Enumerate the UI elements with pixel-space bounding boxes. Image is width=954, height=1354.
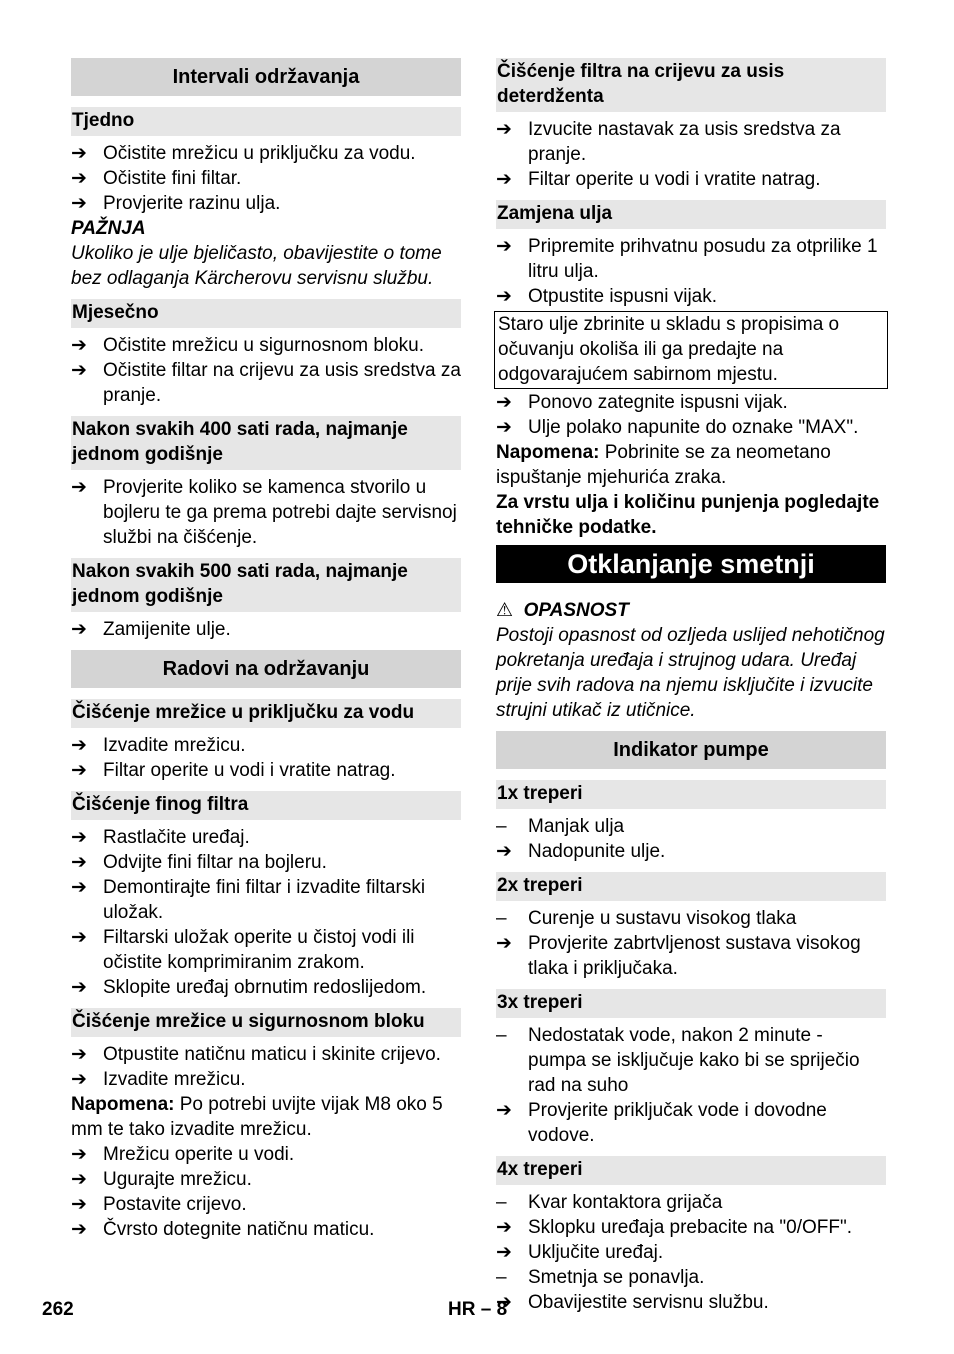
oil-spec-reference: Za vrstu ulja i količinu punjenja pogledajte tehničke podatke. [496,492,880,538]
list-clean-detergent-filter [496,117,886,192]
list-item-text: Izvucite nastavak za usis sredstva za pranje. [528,119,841,165]
list-400-hours [71,475,461,550]
dash-icon [496,1023,528,1098]
arrow-right-icon [71,191,103,216]
list-item-text: Izvadite mrežicu. [103,735,246,756]
list-item [496,1023,886,1098]
list-item [71,1217,461,1242]
list-blink-1 [496,839,886,864]
list-item-text: Čvrsto dotegnite natičnu maticu. [103,1219,375,1240]
list-item [496,117,886,167]
list-clean-water-screen [71,733,461,783]
arrow-right-icon [71,141,103,166]
arrow-right-icon [496,1240,528,1265]
list-item [71,758,461,783]
list-item [496,1098,886,1148]
list-item [496,415,886,440]
list-item [496,1240,886,1265]
caution-title: PAŽNJA [71,218,146,239]
list-item [496,839,886,864]
arrow-right-icon [496,839,528,864]
arrow-right-icon [71,850,103,875]
list-oil-a [496,234,886,309]
arrow-right-icon [71,875,103,925]
dash-icon [496,814,528,839]
note-text: Pobrinite se za neometano ispuštanje mjehurića zraka. [496,442,831,488]
list-item-text: Očistite filtar na crijevu za usis sredstva za pranje. [103,360,461,406]
list-item-text: Očistite mrežicu u sigurnosnom bloku. [103,335,425,356]
list-item [71,875,461,925]
arrow-right-icon [496,234,528,284]
heading-monthly: Mjesečno [71,299,461,328]
list-item-text: Otpustite ispusni vijak. [528,286,718,307]
list-item [71,1192,461,1217]
right-column [496,58,886,1315]
arrow-right-icon [71,1042,103,1067]
cause-text: Manjak ulja [528,816,625,837]
heading-clean-safety-screen: Čišćenje mrežice u sigurnosnom bloku [71,1008,461,1037]
list-item-text: Odvijte fini filtar na bojleru. [103,852,327,873]
list-item [496,1215,886,1240]
heading-pump-indicator: Indikator pumpe [496,731,886,769]
arrow-right-icon [71,358,103,408]
list-item [71,1067,461,1092]
arrow-right-icon [496,117,528,167]
list-monthly [71,333,461,408]
list-item [71,1142,461,1167]
list-item-text: Uključite uređaj. [528,1242,664,1263]
list-item [496,390,886,415]
left-column [71,58,461,1242]
list-item-text: Obavijestite servisnu službu. [528,1292,769,1313]
page-number: 262 [42,1299,74,1320]
heading-blink-2: 2x treperi [496,872,886,901]
arrow-right-icon [496,390,528,415]
arrow-right-icon [71,475,103,550]
warning-triangle-icon: ⚠ [496,600,514,621]
note-label: Napomena: [496,442,600,463]
page-label: HR – 8 [448,1299,508,1320]
list-blink-4 [496,1215,886,1265]
list-item-text: Zamijenite ulje. [103,619,231,640]
list-item [496,1265,886,1290]
list-item [71,975,461,1000]
list-item [71,850,461,875]
arrow-right-icon [496,1098,528,1148]
list-item [71,358,461,408]
list-item [496,1290,886,1315]
list-blink-4-b [496,1290,886,1315]
list-blink-2 [496,931,886,981]
note-left [71,1092,461,1142]
cause-text: Curenje u sustavu visokog tlaka [528,908,797,929]
list-item [71,617,461,642]
list-item-text: Provjerite razinu ulja. [103,193,281,214]
arrow-right-icon [496,415,528,440]
arrow-right-icon [71,1192,103,1217]
list-item [71,925,461,975]
list-item-text: Izvadite mrežicu. [103,1069,246,1090]
arrow-right-icon [71,333,103,358]
list-weekly [71,141,461,216]
cause-text: Smetnja se ponavlja. [528,1267,705,1288]
arrow-right-icon [71,1067,103,1092]
dash-icon [496,1190,528,1215]
list-item [71,1167,461,1192]
list-item-text: Demontirajte fini filtar i izvadite filtarski uložak. [103,877,426,923]
list-item-text: Otpustite natičnu maticu i skinite crijevo. [103,1044,441,1065]
list-item [71,333,461,358]
heading-blink-4: 4x treperi [496,1156,886,1185]
list-blink-3 [496,1098,886,1148]
list-item [496,1190,886,1215]
arrow-right-icon [71,733,103,758]
list-item-text: Filtarski uložak operite u čistoj vodi ili očistite komprimiranim zrakom. [103,927,415,973]
list-item-text: Mrežicu operite u vodi. [103,1144,295,1165]
arrow-right-icon [71,617,103,642]
arrow-right-icon [71,1217,103,1242]
note-text: Po potrebi uvijte vijak M8 oko 5 mm te tako izvadite mrežicu. [71,1094,443,1140]
list-clean-safety-a [71,1042,461,1092]
arrow-right-icon [496,167,528,192]
arrow-right-icon [71,825,103,850]
list-item-text: Očistite fini filtar. [103,168,242,189]
note-label: Napomena: [71,1094,175,1115]
list-item [71,733,461,758]
arrow-right-icon [71,758,103,783]
danger-text: Postoji opasnost od ozljeda uslijed nehotičnog pokretanja uređaja i strujnog udara. Uređaj prije svih radova na njemu isključite i izvucite strujni utikač iz utičnice. [496,625,885,721]
list-item-text: Filtar operite u vodi i vratite natrag. [103,760,396,781]
list-item [496,906,886,931]
arrow-right-icon [71,1167,103,1192]
list-clean-fine-filter [71,825,461,1000]
list-item-text: Postavite crijevo. [103,1194,247,1215]
arrow-right-icon [496,1215,528,1240]
heading-500-hours: Nakon svakih 500 sati rada, najmanje jednom godišnje [71,558,461,612]
heading-clean-water-screen: Čišćenje mrežice u priključku za vodu [71,699,461,728]
heading-blink-1: 1x treperi [496,780,886,809]
list-item [71,166,461,191]
list-500-hours [71,617,461,642]
note-right [496,440,886,490]
list-item [496,234,886,284]
dash-icon [496,906,528,931]
heading-troubleshooting: Otklanjanje smetnji [496,545,886,583]
list-item [496,167,886,192]
oil-disposal-box: Staro ulje zbrinite u skladu s propisima o očuvanju okoliša ili ga predajte na odgovarajućem sabirnom mjestu. [494,311,888,389]
list-item [71,1042,461,1067]
dash-icon [496,1265,528,1290]
arrow-right-icon [71,925,103,975]
cause-text: Kvar kontaktora grijača [528,1192,723,1213]
list-item [71,191,461,216]
list-item [71,825,461,850]
heading-clean-detergent-filter: Čišćenje filtra na crijevu za usis deterdženta [496,58,886,112]
list-item-text: Provjerite zabrtvljenost sustava visokog tlaka i priključaka. [528,933,861,979]
list-item-text: Provjerite priključak vode i dovodne vodove. [528,1100,827,1146]
arrow-right-icon [71,166,103,191]
danger-title: OPASNOST [523,600,629,621]
arrow-right-icon [71,975,103,1000]
arrow-right-icon [71,1142,103,1167]
heading-oil-change: Zamjena ulja [496,200,886,229]
list-item [496,284,886,309]
caution-text: Ukoliko je ulje bjeličasto, obavijestite o tome bez odlaganja Kärcherovu servisnu službu. [71,243,442,289]
heading-blink-3: 3x treperi [496,989,886,1018]
list-oil-b [496,390,886,440]
list-item-text: Sklopku uređaja prebacite na "0/OFF". [528,1217,852,1238]
list-item [496,931,886,981]
heading-weekly: Tjedno [71,107,461,136]
list-item [71,475,461,550]
list-item-text: Ulje polako napunite do oznake "MAX". [528,417,859,438]
arrow-right-icon [496,284,528,309]
list-item-text: Ponovo zategnite ispusni vijak. [528,392,788,413]
list-item-text: Filtar operite u vodi i vratite natrag. [528,169,821,190]
list-item-text: Pripremite prihvatnu posudu za otprilike 1 litru ulja. [528,236,878,282]
heading-maintenance-work: Radovi na održavanju [71,650,461,688]
list-item-text: Rastlačite uređaj. [103,827,250,848]
arrow-right-icon [496,931,528,981]
list-item-text: Nadopunite ulje. [528,841,666,862]
heading-maintenance-intervals: Intervali održavanja [71,58,461,96]
list-clean-safety-b [71,1142,461,1242]
danger-title-line [496,598,886,623]
list-item-text: Provjerite koliko se kamenca stvorilo u bojleru te ga prema potrebi dajte servisnoj službi na čišćenje. [103,477,457,548]
list-item-text: Sklopite uređaj obrnutim redoslijedom. [103,977,427,998]
cause-text: Nedostatak vode, nakon 2 minute - pumpa se isključuje kako bi se spriječio rad na suho [528,1025,860,1096]
list-item [71,141,461,166]
heading-400-hours: Nakon svakih 400 sati rada, najmanje jednom godišnje [71,416,461,470]
list-item [496,814,886,839]
heading-clean-fine-filter: Čišćenje finog filtra [71,791,461,820]
list-item-text: Ugurajte mrežicu. [103,1169,252,1190]
list-item-text: Očistite mrežicu u priključku za vodu. [103,143,416,164]
